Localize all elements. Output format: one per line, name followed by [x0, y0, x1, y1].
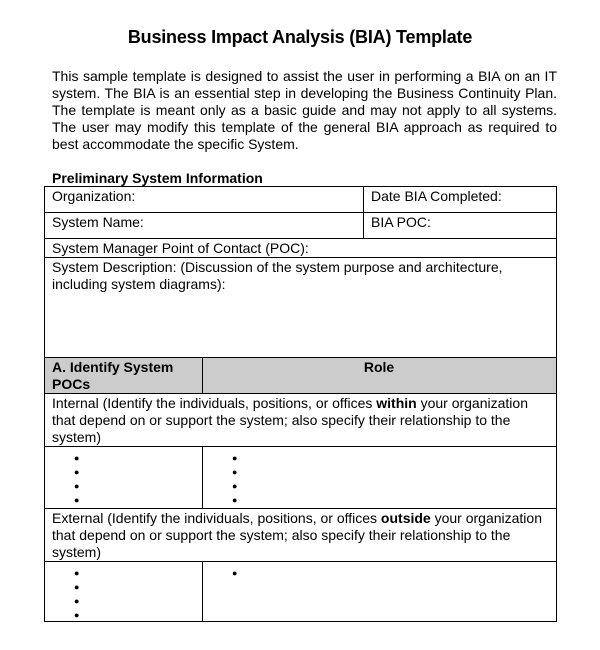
- bullet-item: [210, 448, 548, 462]
- external-instructions: [45, 509, 557, 562]
- external-text-end: your organization that depend on or support the system; also specify their relationship to the system): [52, 510, 542, 560]
- organization-field[interactable]: Organization:: [45, 187, 364, 213]
- intro-text: This sample template is designed to assist the user in performing a BIA on an IT system. The BIA is an essential step in developing the Business Continuity Plan. The template is meant only as a basic guide and may not apply to all systems. The user may modify this template of the general BIA approach as required to best accommodate the specific System.: [52, 68, 557, 152]
- system-manager-poc-field[interactable]: System Manager Point of Contact (POC):: [45, 239, 557, 258]
- table-row: [45, 239, 557, 258]
- bullet-item: [52, 605, 194, 619]
- date-completed-field[interactable]: Date BIA Completed:: [364, 187, 557, 213]
- bullet-list: [210, 563, 548, 577]
- table-row: [45, 447, 557, 509]
- external-role-cell[interactable]: [203, 562, 557, 622]
- internal-emphasis: within: [376, 395, 417, 411]
- bia-form-table: [44, 186, 557, 622]
- table-row: [45, 213, 557, 239]
- bullet-list: [52, 563, 194, 619]
- table-row: [45, 258, 557, 358]
- external-emphasis: outside: [380, 510, 431, 526]
- section-title: Preliminary System Information: [52, 170, 263, 186]
- system-description-field[interactable]: System Description: (Discussion of the system purpose and architecture, including system diagrams):: [45, 258, 557, 358]
- external-text-start: External (Identify the individuals, positions, or offices: [52, 510, 381, 526]
- internal-role-cell[interactable]: [203, 447, 557, 509]
- internal-text-end: your organization that depend on or support the system; also specify their relationship to the system): [52, 395, 528, 445]
- bullet-list: [210, 448, 548, 504]
- internal-instructions: [45, 394, 557, 447]
- bullet-item: [52, 448, 194, 462]
- bia-poc-field[interactable]: BIA POC:: [364, 213, 557, 239]
- bullet-item: [52, 563, 194, 577]
- system-name-field[interactable]: System Name:: [45, 213, 364, 239]
- table-row: [45, 562, 557, 622]
- internal-text-start: Internal (Identify the individuals, positions, or offices: [52, 395, 377, 411]
- bullet-item: [52, 490, 194, 504]
- external-poc-cell[interactable]: [45, 562, 203, 622]
- document-title: Business Impact Analysis (BIA) Template: [127, 27, 473, 47]
- table-row: [45, 509, 557, 562]
- identify-pocs-header: A. Identify System POCs: [45, 358, 203, 394]
- bullet-list: [52, 448, 194, 504]
- bullet-item: [210, 563, 548, 577]
- intro-paragraph: [52, 68, 557, 153]
- bullet-item: [210, 490, 548, 504]
- table-row: [45, 358, 557, 394]
- internal-poc-cell[interactable]: [45, 447, 203, 509]
- table-row: [45, 187, 557, 213]
- role-header: Role: [203, 358, 557, 394]
- table-row: [45, 394, 557, 447]
